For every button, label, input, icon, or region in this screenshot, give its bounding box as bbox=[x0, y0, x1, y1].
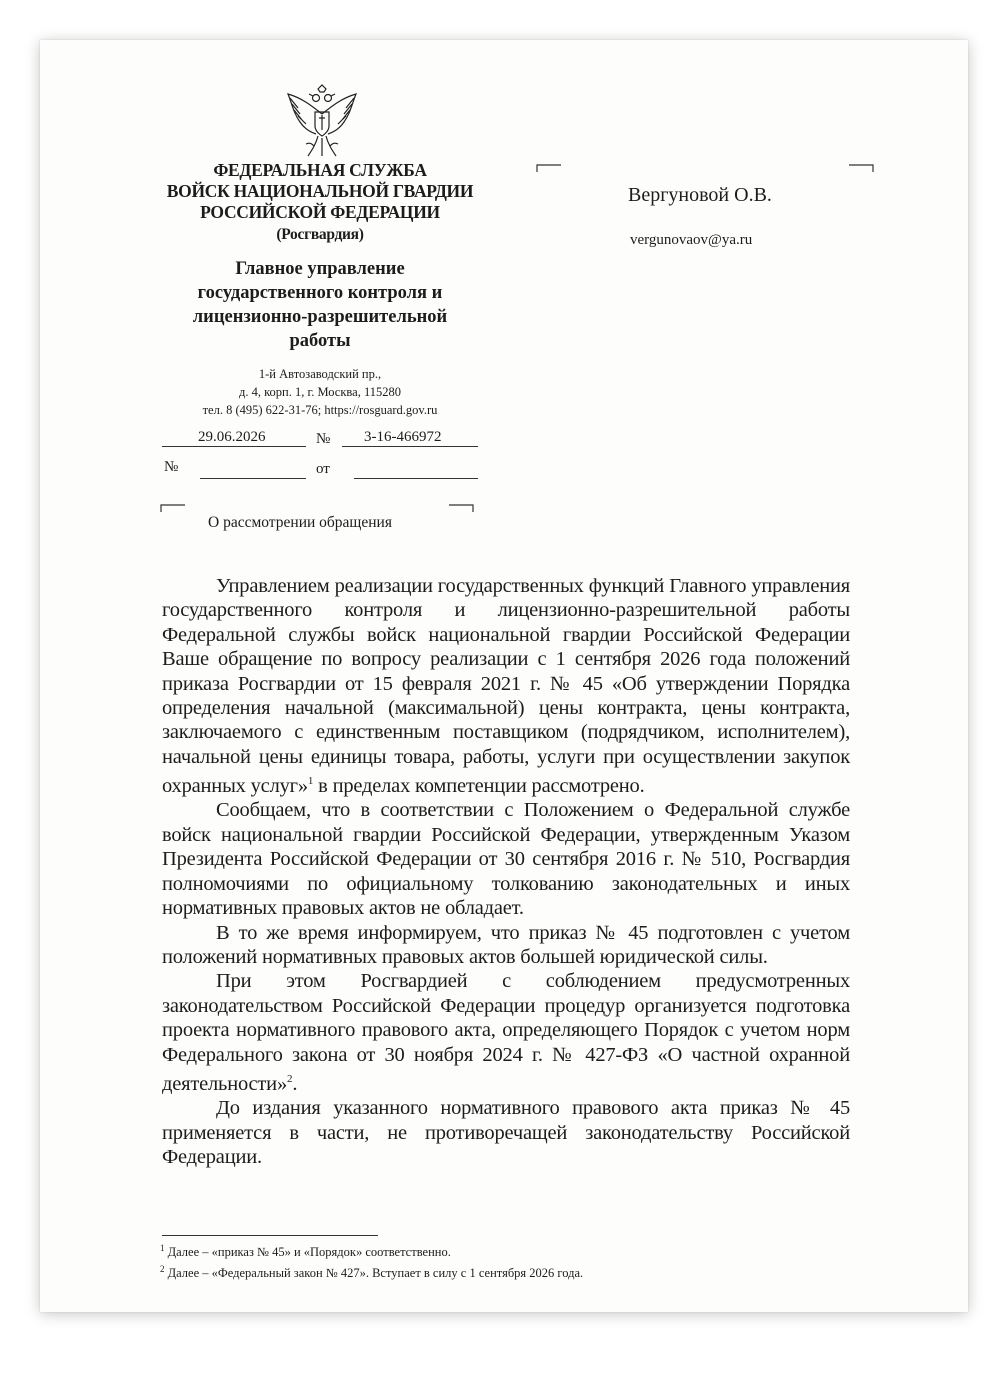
dept-line-1: Главное управление bbox=[235, 259, 405, 279]
body-paragraph-1-text: Управлением реализации государственных функций Главного управления государственного контроля и лицензионно-разрешительной работы Федеральной службы войск национальной гвардии Российской Федерации Ваше обращение по вопросу реализации с 1 сентября 2026 года положений приказа Росгвардии от 15 февраля 2021 г. № 45 «Об утверждении Порядка определения начальной (максимальной) цены контракта, цены контракта, заключаемого с единственным поставщиком (подрядчиком, исполнителем), начальной цены единицы товара, работы, услуги при осуществлении закупок охранных услуг» bbox=[162, 575, 850, 798]
reference-number-label: № bbox=[164, 459, 179, 475]
subject-corner-right bbox=[448, 504, 474, 512]
footnote-separator bbox=[162, 1235, 378, 1236]
number-underline bbox=[342, 446, 478, 447]
footnote-1-mark: 1 bbox=[160, 1243, 165, 1253]
outgoing-date: 29.06.2026 bbox=[198, 429, 266, 445]
outgoing-number-label: № bbox=[316, 431, 331, 447]
dept-line-2: государственного контроля и bbox=[197, 283, 443, 303]
date-underline bbox=[162, 446, 306, 447]
address-line-1: 1-й Автозаводский пр., bbox=[258, 367, 382, 381]
subject-corner-left bbox=[160, 504, 186, 512]
organization-name bbox=[150, 160, 490, 245]
reference-number-underline bbox=[200, 478, 306, 479]
reference-date-underline bbox=[354, 478, 478, 479]
letter-body bbox=[162, 574, 850, 1169]
footnote-2-mark: 2 bbox=[160, 1264, 165, 1275]
org-short-name: (Росгвардия) bbox=[276, 226, 364, 243]
body-paragraph-2: Сообщаем, что в соответствии с Положением о Федеральной службе войск национальной гвардии Российской Федерации, утвержденным Указом Президента Российской Федерации от 30 сентября 2016 г. № 510, Росгвардия полномочиями по официальному толкованию законодательных и иных нормативных правовых актов не обладает. bbox=[162, 799, 850, 920]
body-paragraph-4-end: . bbox=[292, 1072, 298, 1095]
recipient-name: Вергуновой О.В. bbox=[628, 184, 772, 206]
footnote-ref-1: 1 bbox=[307, 775, 314, 788]
body-paragraph-1-end: в пределах компетенции рассмотрено. bbox=[313, 775, 645, 798]
recipient-corner-right bbox=[848, 164, 874, 172]
body-paragraph-4 bbox=[162, 969, 850, 1096]
dept-line-4: работы bbox=[289, 331, 351, 351]
address-block bbox=[160, 365, 480, 419]
footnotes bbox=[160, 1240, 760, 1282]
dept-line-3: лицензионно-разрешительной bbox=[192, 307, 448, 327]
address-line-2: д. 4, корп. 1, г. Москва, 115280 bbox=[238, 385, 401, 399]
footnote-1 bbox=[160, 1240, 760, 1261]
address-line-3: тел. 8 (495) 622-31-76; https://rosguard.gov.ru bbox=[202, 403, 438, 417]
footnote-1-text: Далее – «приказ № 45» и «Порядок» соответственно. bbox=[164, 1245, 451, 1260]
rosgvardia-emblem-icon bbox=[282, 84, 362, 160]
body-paragraph-5: До издания указанного нормативного правового акта приказ № 45 применяется в части, не противоречащей законодательству Российской Федерации. bbox=[162, 1097, 850, 1168]
department-name bbox=[160, 257, 480, 353]
footnote-2 bbox=[160, 1261, 760, 1282]
org-line-1: ФЕДЕРАЛЬНАЯ СЛУЖБА bbox=[213, 160, 427, 180]
recipient-email: vergunovaov@ya.ru bbox=[630, 232, 753, 248]
outgoing-number: 3-16-466972 bbox=[364, 429, 442, 445]
org-line-3: РОССИЙСКОЙ ФЕДЕРАЦИИ bbox=[200, 202, 440, 222]
body-paragraph-3: В то же время информируем, что приказ № 45 подготовлен с учетом положений нормативных правовых актов большей юридической силы. bbox=[162, 921, 850, 968]
reference-from-label: от bbox=[316, 461, 330, 477]
body-paragraph-4-text: При этом Росгвардией с соблюдением предусмотренных законодательством Российской Федерации процедур организуется подготовка проекта нормативного правового акта, определяющего Порядок с учетом норм Федерального закона от 30 ноября 2024 г. № 427-ФЗ «О частной охранной деятельности» bbox=[162, 970, 850, 1095]
footnote-2-text: Далее – «Федеральный закон № 427». Вступает в силу с 1 сентября 2026 года. bbox=[164, 1266, 584, 1281]
letter-subject: О рассмотрении обращения bbox=[208, 514, 392, 531]
footnote-ref-2: 2 bbox=[287, 1072, 293, 1085]
org-line-2: ВОЙСК НАЦИОНАЛЬНОЙ ГВАРДИИ bbox=[166, 181, 474, 201]
recipient-corner-left bbox=[536, 164, 562, 172]
body-paragraph-1 bbox=[162, 574, 850, 798]
